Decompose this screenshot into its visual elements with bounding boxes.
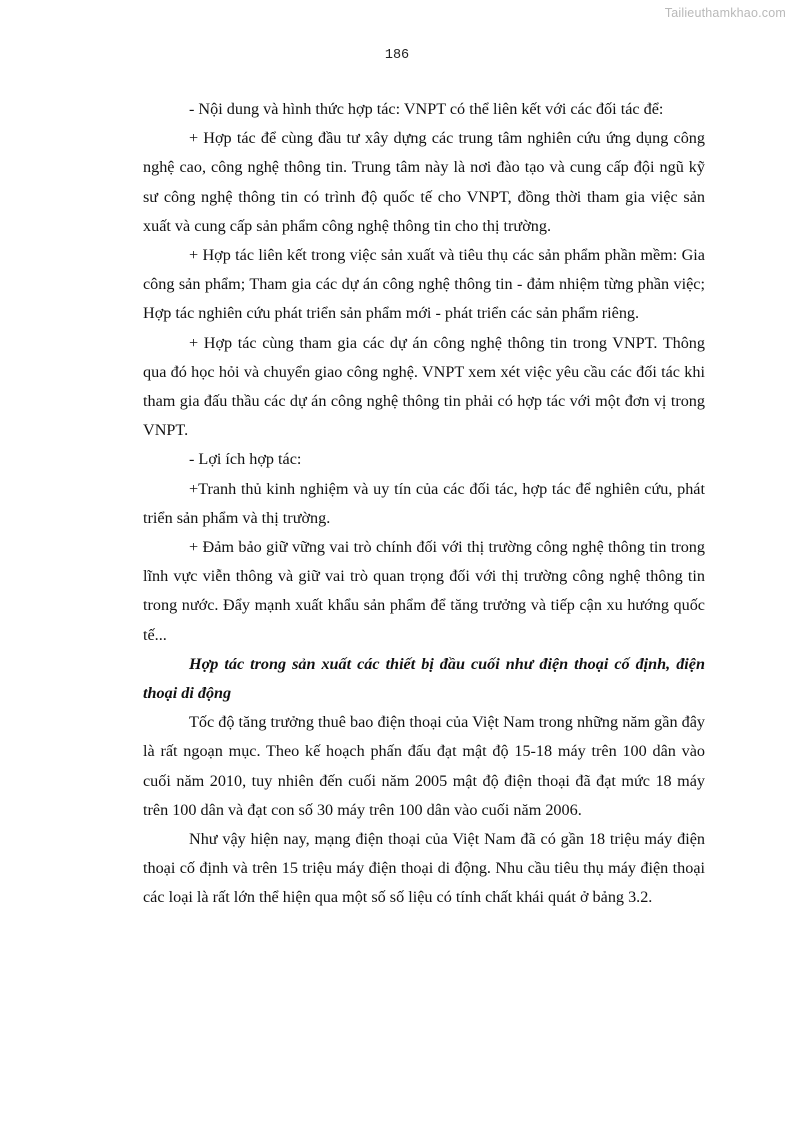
paragraph-cooperation-content: - Nội dung và hình thức hợp tác: VNPT có thể liên kết với các đối tác để: bbox=[189, 100, 664, 118]
paragraph-software-cooperation: + Hợp tác liên kết trong việc sản xuất và tiêu thụ các sản phẩm phần mềm: Gia công sản phẩm; Tham gia các dự án công nghệ thông tin - đảm nhiệm từng phần việc; Hợp tác nghiên cứu phát triển sản phẩm mới - phát triển các sản phẩm riêng. bbox=[143, 246, 705, 323]
watermark: Tailieuthamkhao.com bbox=[664, 6, 786, 20]
paragraph-benefits-heading: - Lợi ích hợp tác: bbox=[189, 450, 302, 469]
paragraph-phone-demand: Như vậy hiện nay, mạng điện thoại của Việt Nam đã có gần 18 triệu máy điện thoại cố định và trên 15 triệu máy điện thoại di động. Nhu cầu tiêu thụ máy điện thoại các loại là rất lớn thể hiện qua một số số liệu có tính chất khái quát ở bảng 3.2. bbox=[143, 830, 705, 907]
paragraph-subscriber-growth: Tốc độ tăng trưởng thuê bao điện thoại của Việt Nam trong những năm gần đây là rất ngoạn mục. Theo kế hoạch phấn đấu đạt mật độ 15-18 máy trên 100 dân vào cuối năm 2010, tuy nhiên đến cuối năm 2005 mật độ điện thoại đã đạt mức 18 máy trên 100 dân và đạt con số 30 máy trên 100 dân vào cuối năm 2006. bbox=[143, 713, 705, 819]
paragraph-benefit-market-role: + Đảm bảo giữ vững vai trò chính đối với thị trường công nghệ thông tin trong lĩnh vực viễn thông và giữ vai trò quan trọng đối với thị trường công nghệ thông tin trong nước. Đẩy mạnh xuất khẩu sản phẩm để tăng trưởng và tiếp cận xu hướng quốc tế... bbox=[143, 538, 705, 644]
section-heading-terminal-devices: Hợp tác trong sản xuất các thiết bị đầu cuối như điện thoại cố định, điện thoại di động bbox=[143, 654, 705, 703]
paragraph-benefit-experience: +Tranh thủ kinh nghiệm và uy tín của các đối tác, hợp tác để nghiên cứu, phát triển sản phẩm và thị trường. bbox=[143, 479, 705, 527]
paragraph-it-projects: + Hợp tác cùng tham gia các dự án công nghệ thông tin trong VNPT. Thông qua đó học hỏi và chuyển giao công nghệ. VNPT xem xét việc yêu cầu các đối tác khi tham gia đấu thầu các dự án công nghệ thông tin phải có hợp tác với một đơn vị trong VNPT. bbox=[143, 333, 705, 440]
paragraph-research-centers: + Hợp tác để cùng đầu tư xây dựng các trung tâm nghiên cứu ứng dụng công nghệ cao, công nghệ thông tin. Trung tâm này là nơi đào tạo và cung cấp đội ngũ kỹ sư công nghệ thông tin có trình độ quốc tế cho VNPT, đồng thời tham gia việc sản xuất và cung cấp sản phẩm công nghệ thông tin cho thị trường. bbox=[143, 129, 705, 235]
document-body bbox=[143, 95, 705, 913]
page-number: 186 bbox=[384, 48, 410, 63]
